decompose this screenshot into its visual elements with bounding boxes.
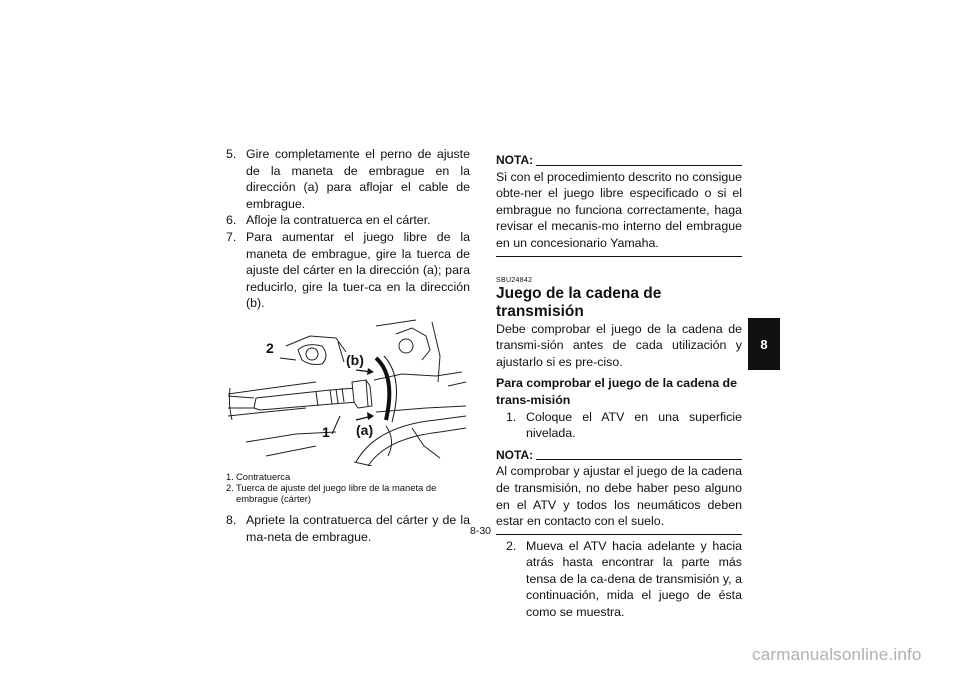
left-column [226, 146, 470, 545]
step-2 [496, 538, 742, 621]
illustration-label-b: (b) [346, 351, 364, 368]
step-text: Apriete la contratuerca del cárter y de la ma-neta de embrague. [246, 512, 470, 544]
nota-header [496, 152, 742, 169]
nota-label: NOTA: [496, 153, 534, 167]
subheading: Para comprobar el juego de la cadena de trans-misión [496, 376, 738, 407]
step-number: 2. [506, 538, 517, 553]
clutch-adjuster-illustration [226, 316, 470, 466]
illustration-label-1: 1 [322, 423, 330, 440]
caption-text: Contratuerca [236, 470, 291, 482]
nota-text: Al comprobar y ajustar el juego de la cadena de transmisión, no debe haber peso alguno en el ATV y todos los neumáticos deben estar en contacto con el suelo. [496, 464, 742, 529]
step-6 [226, 212, 470, 229]
right-column [496, 152, 742, 621]
chapter-tab: 8 [748, 318, 780, 370]
caption-number: 2. [226, 481, 234, 493]
step-number: 5. [226, 147, 237, 161]
nota-rule [536, 165, 742, 166]
caption-text: Tuerca de ajuste del juego libre de la maneta de embrague (cárter) [236, 481, 437, 504]
nota-text: Si con el procedimiento descrito no consigue obte-ner el juego libre especificado o si el embrague no funciona correctamente, haga revisar el mecanis-mo interno del embrague en un concesionario Yamaha. [496, 169, 742, 250]
section-code: SBU24842 [496, 276, 533, 284]
nota-rule [536, 459, 742, 460]
illustration-label-2: 2 [266, 339, 274, 356]
step-number: 8. [226, 512, 237, 527]
section-title: Juego de la cadena de transmisión [496, 284, 662, 320]
caption-1 [226, 471, 470, 482]
step-7 [226, 229, 470, 312]
step-number: 6. [226, 213, 237, 228]
illustration-label-a: (a) [356, 421, 374, 438]
section-intro: Debe comprobar el juego de la cadena de transmi-sión antes de cada utilización y ajustarlo si es pre-ciso. [496, 321, 742, 369]
step-8 [226, 512, 470, 545]
step-5 [226, 146, 470, 212]
step-text: Mueva el ATV hacia adelante y hacia atrás hasta encontrar la parte más tensa de la ca-dena de transmisión y, a continuación, mida el juego de ésta como se muestra. [526, 538, 742, 620]
watermark: carmanualsonline.info [752, 645, 922, 664]
step-number: 1. [506, 409, 517, 424]
step-1 [496, 409, 742, 442]
caption-number: 1. [226, 470, 234, 482]
nota-bottom-rule [496, 256, 742, 257]
nota-label: NOTA: [496, 447, 534, 462]
step-text: Gire completamente el perno de ajuste de la maneta de embrague en la dirección (a) para aflojar el cable de embrague. [246, 147, 470, 211]
caption-2 [226, 482, 470, 504]
page-number: 8-30 [470, 525, 492, 537]
step-text: Afloje la contratuerca en el cárter. [246, 213, 431, 228]
illustration-captions [226, 471, 470, 504]
step-text: Para aumentar el juego libre de la maneta de embrague, gire la tuerca de ajuste del cárter en la dirección (a); para reducirlo, gire la tuer-ca en la dirección (b). [246, 229, 470, 311]
nota-bottom-rule [496, 534, 742, 535]
nota-header [496, 447, 742, 464]
step-text: Coloque el ATV en una superficie nivelada. [526, 409, 742, 441]
clutch-adjuster-drawing [226, 316, 470, 466]
step-number: 7. [226, 229, 237, 244]
